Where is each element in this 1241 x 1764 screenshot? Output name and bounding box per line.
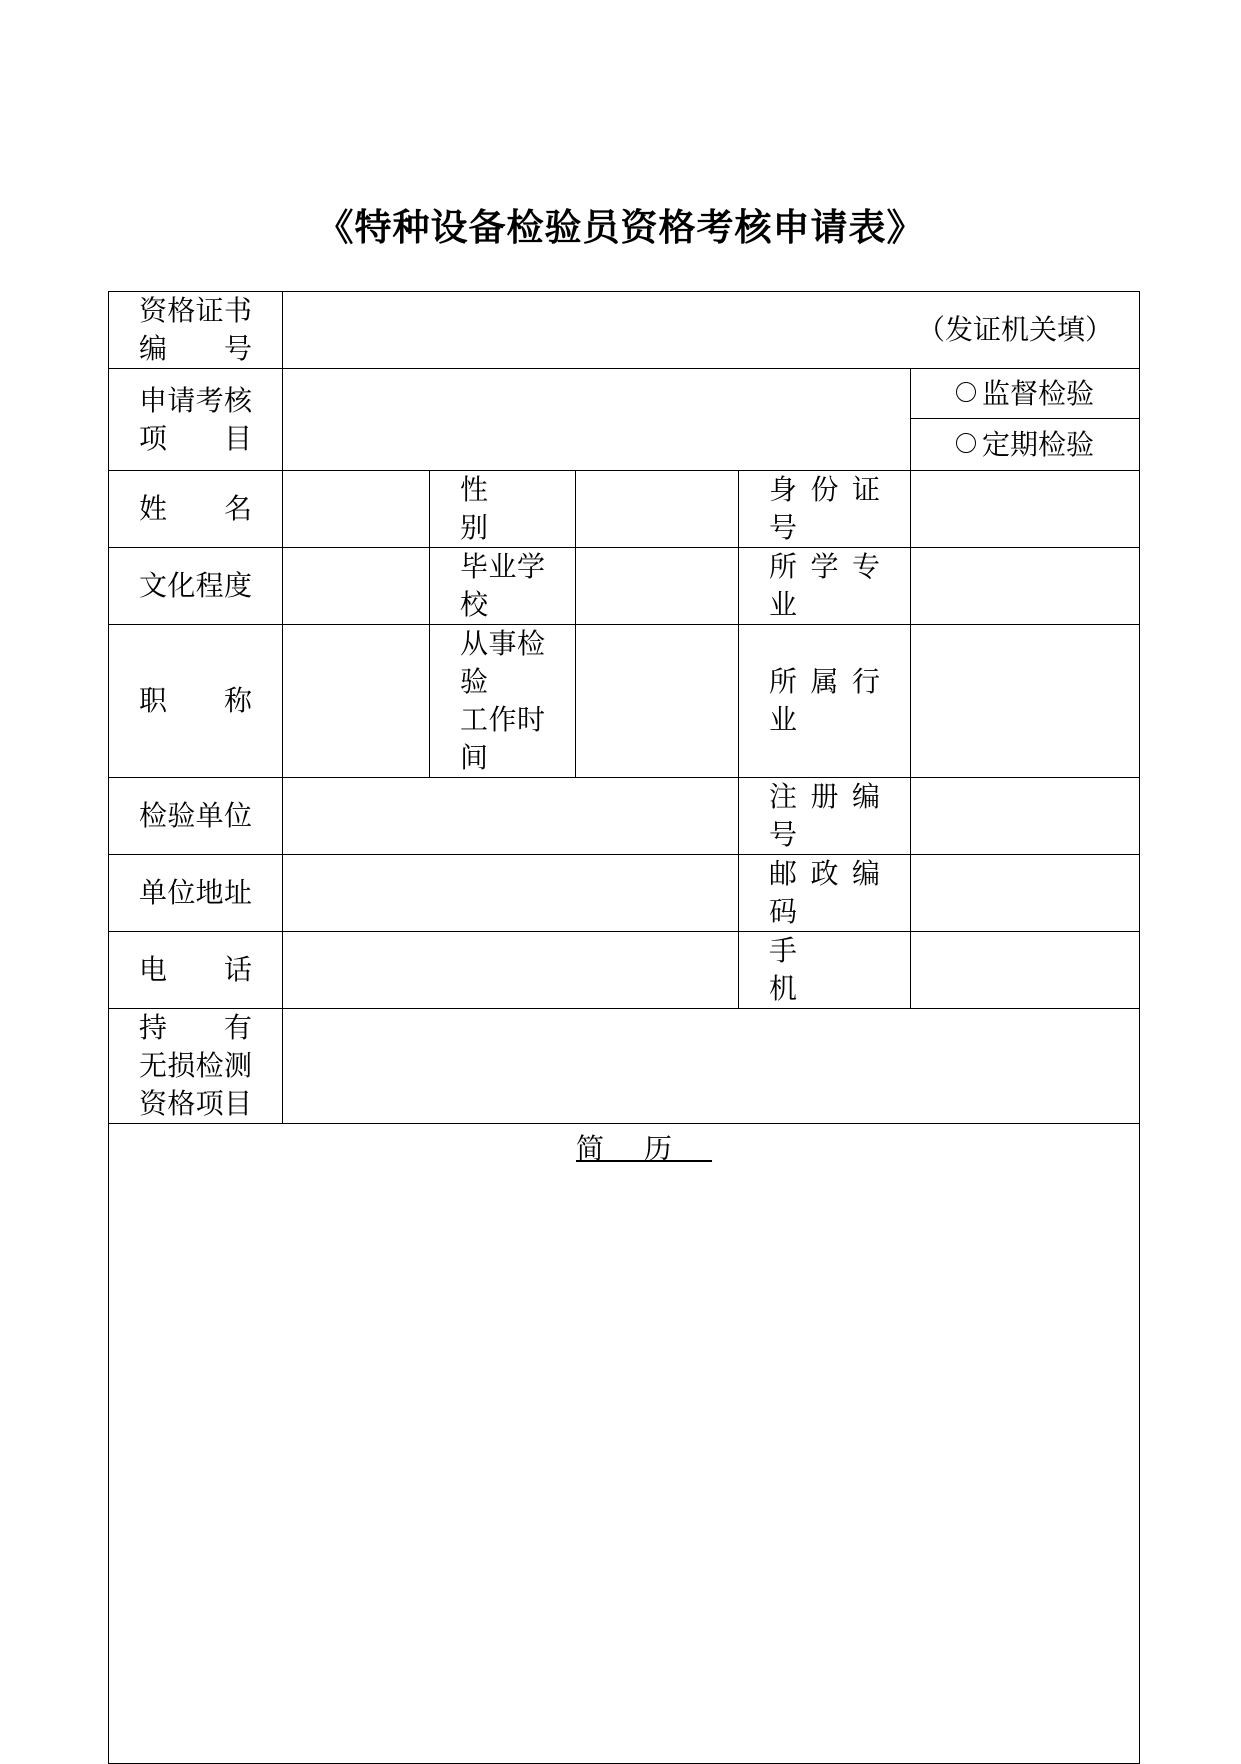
apply-item-field[interactable] (283, 369, 911, 471)
phone-label: 电 话 (109, 932, 283, 1009)
id-number-field[interactable] (911, 471, 1140, 548)
radio-circle-icon[interactable] (956, 433, 976, 453)
phone-row (109, 932, 1140, 1009)
address-field[interactable] (283, 855, 739, 932)
major-field[interactable] (911, 548, 1140, 625)
name-field[interactable] (283, 471, 430, 548)
resume-field[interactable] (109, 1124, 1140, 1764)
cert-row (109, 292, 1140, 369)
cert-label-line2: 编 号 (139, 332, 252, 365)
postcode-label: 邮政编码 (739, 855, 911, 932)
ndt-label-line3: 资格项目 (139, 1087, 252, 1120)
job-title-field[interactable] (283, 625, 430, 778)
cert-label-line1: 资格证书 (139, 294, 252, 327)
ndt-row (109, 1009, 1140, 1124)
application-form-table (108, 291, 1140, 1764)
work-time-label-cell (430, 625, 576, 778)
radio-circle-icon[interactable] (956, 382, 976, 402)
registration-field[interactable] (911, 778, 1140, 855)
mobile-label: 手 机 (739, 932, 911, 1009)
job-title-label: 职 称 (109, 625, 283, 778)
unit-field[interactable] (283, 778, 739, 855)
industry-label: 所属行业 (739, 625, 911, 778)
unit-label: 检验单位 (109, 778, 283, 855)
address-row (109, 855, 1140, 932)
address-label: 单位地址 (109, 855, 283, 932)
resume-label: 简历 (576, 1132, 713, 1165)
apply-label-line1: 申请考核 (139, 383, 252, 417)
mobile-field[interactable] (911, 932, 1140, 1009)
resume-row (109, 1124, 1140, 1764)
work-time-line1: 从事检验 (460, 627, 545, 698)
gender-label: 性 别 (430, 471, 576, 548)
option-supervision[interactable] (911, 369, 1140, 419)
education-field[interactable] (283, 548, 430, 625)
education-label: 文化程度 (109, 548, 283, 625)
education-row (109, 548, 1140, 625)
phone-field[interactable] (283, 932, 739, 1009)
option-periodic[interactable] (911, 419, 1140, 471)
school-field[interactable] (576, 548, 739, 625)
form-title: 《特种设备检验员资格考核申请表》 (316, 205, 925, 249)
cert-number-field[interactable] (283, 292, 1140, 369)
cert-label-cell (109, 292, 283, 369)
work-time-line2: 工作时间 (460, 703, 545, 774)
gender-field[interactable] (576, 471, 739, 548)
name-label: 姓 名 (109, 471, 283, 548)
name-row (109, 471, 1140, 548)
option-supervision-label: 监督检验 (982, 376, 1095, 410)
major-label: 所学专业 (739, 548, 911, 625)
apply-row (109, 369, 1140, 419)
apply-label-cell (109, 369, 283, 471)
ndt-label-line1: 持 有 (139, 1011, 252, 1044)
id-number-label: 身份证号 (739, 471, 911, 548)
ndt-label-cell (109, 1009, 283, 1124)
apply-label-line2: 项 目 (139, 421, 252, 455)
work-time-field[interactable] (576, 625, 739, 778)
industry-field[interactable] (911, 625, 1140, 778)
school-label: 毕业学校 (430, 548, 576, 625)
unit-row (109, 778, 1140, 855)
ndt-field[interactable] (283, 1009, 1140, 1124)
ndt-label-line2: 无损检测 (139, 1049, 252, 1082)
title-row (109, 625, 1140, 778)
postcode-field[interactable] (911, 855, 1140, 932)
issuer-note: （发证机关填） (917, 313, 1114, 346)
registration-label: 注册编号 (739, 778, 911, 855)
option-periodic-label: 定期检验 (982, 427, 1095, 461)
